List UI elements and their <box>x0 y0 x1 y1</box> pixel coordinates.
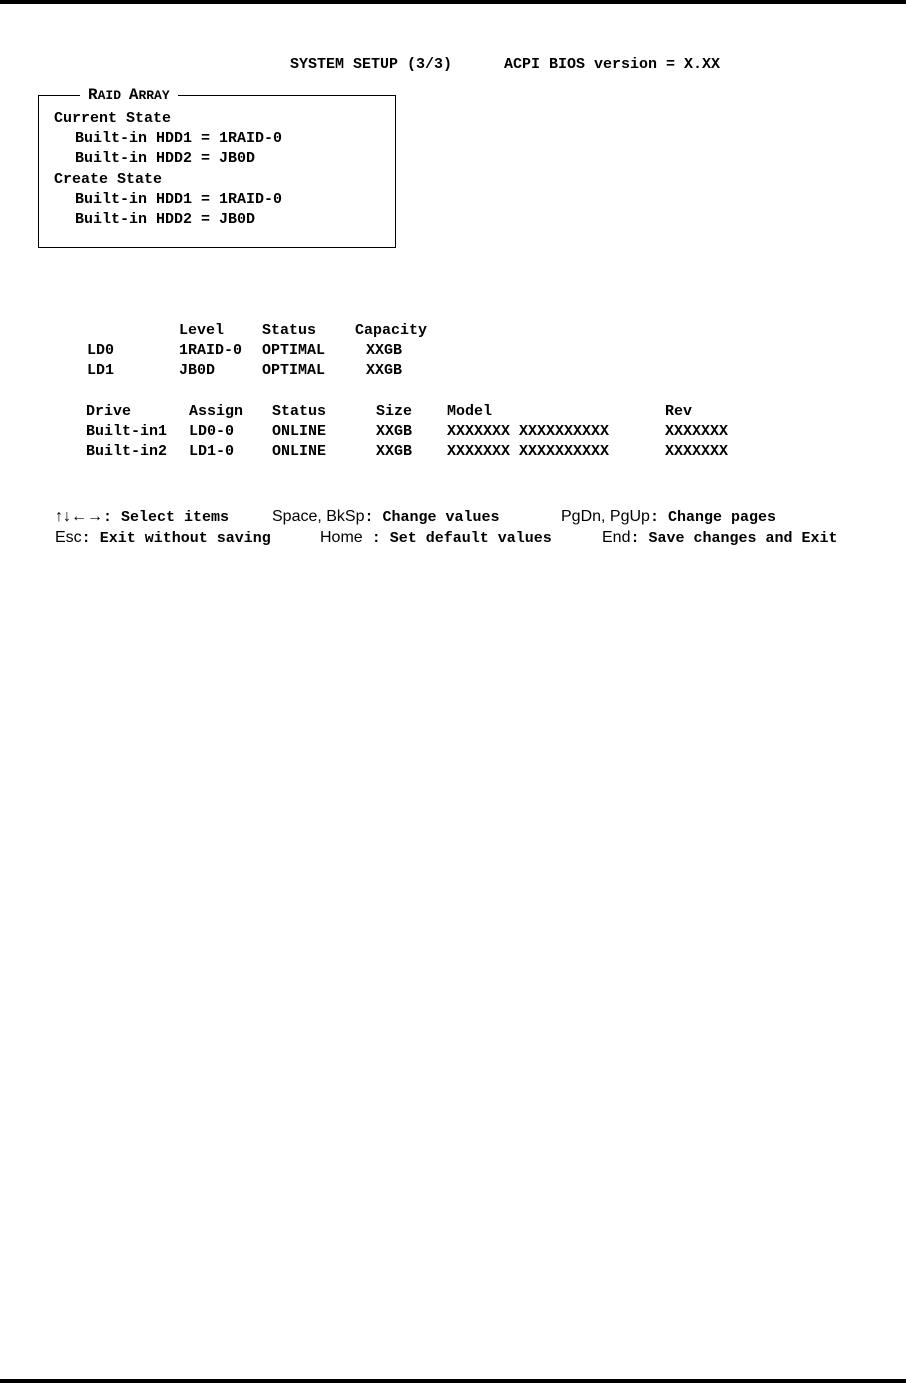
drive-assign: LD0-0 <box>189 423 235 440</box>
help-key: Space, BkSp <box>272 508 365 525</box>
help-key: Esc <box>55 529 82 546</box>
help-desc: Change values <box>382 509 500 526</box>
drive-header-assign: Assign <box>189 403 244 420</box>
drive-name: Built-in2 <box>86 443 168 460</box>
drive-status: ONLINE <box>272 443 327 460</box>
ld-name: LD1 <box>87 362 115 379</box>
current-hdd2-setting[interactable]: Built-in HDD2 = JB0D <box>75 150 256 167</box>
top-rule <box>0 0 906 4</box>
bios-version: ACPI BIOS version = X.XX <box>504 56 721 73</box>
drive-assign: LD1-0 <box>189 443 235 460</box>
drive-status: ONLINE <box>272 423 327 440</box>
drive-size: XXGB <box>376 423 413 440</box>
create-hdd1-setting[interactable]: Built-in HDD1 = 1RAID-0 <box>75 191 283 208</box>
help-item: Space, BkSp: Change values <box>272 508 500 526</box>
drive-name: Built-in1 <box>86 423 168 440</box>
current-state-label: Current State <box>54 110 172 127</box>
bottom-rule <box>0 1379 906 1383</box>
help-item: Home : Set default values <box>320 529 552 547</box>
help-desc: Save changes and Exit <box>648 530 838 547</box>
ld-header-capacity: Capacity <box>355 322 428 339</box>
help-key: End <box>602 529 631 546</box>
ld-status: OPTIMAL <box>262 342 326 359</box>
help-key: PgDn, PgUp <box>561 508 650 525</box>
drive-header-status: Status <box>272 403 327 420</box>
drive-rev: XXXXXXX <box>665 423 729 440</box>
ld-capacity: XXGB <box>366 362 403 379</box>
ld-level: JB0D <box>179 362 216 379</box>
help-key: Home <box>320 529 363 546</box>
drive-header-drive: Drive <box>86 403 132 420</box>
drive-model: XXXXXXX XXXXXXXXXX <box>447 443 610 460</box>
help-desc: Exit without saving <box>99 530 271 547</box>
help-item: PgDn, PgUp: Change pages <box>561 508 776 526</box>
help-line-1: ↑↓←→: Select items <box>55 508 230 526</box>
help-item: Esc: Exit without saving <box>55 529 271 547</box>
help-item: End: Save changes and Exit <box>602 529 838 547</box>
help-desc: Set default values <box>389 530 552 547</box>
create-hdd2-setting[interactable]: Built-in HDD2 = JB0D <box>75 211 256 228</box>
current-hdd1-setting[interactable]: Built-in HDD1 = 1RAID-0 <box>75 130 283 147</box>
drive-header-size: Size <box>376 403 413 420</box>
drive-model: XXXXXXX XXXXXXXXXX <box>447 423 610 440</box>
help-desc: Select items <box>121 509 230 526</box>
ld-header-level: Level <box>179 322 225 339</box>
ld-status: OPTIMAL <box>262 362 326 379</box>
ld-header-status: Status <box>262 322 317 339</box>
help-desc: Change pages <box>667 509 776 526</box>
drive-rev: XXXXXXX <box>665 443 729 460</box>
drive-header-model: Model <box>447 403 493 420</box>
ld-level: 1RAID-0 <box>179 342 243 359</box>
page-title: SYSTEM SETUP (3/3) <box>290 56 453 73</box>
ld-name: LD0 <box>87 342 115 359</box>
drive-size: XXGB <box>376 443 413 460</box>
drive-header-rev: Rev <box>665 403 693 420</box>
raid-array-legend: RAID ARRAY <box>80 85 178 106</box>
arrow-keys-icon: ↑↓←→ <box>55 508 103 525</box>
ld-capacity: XXGB <box>366 342 403 359</box>
create-state-label: Create State <box>54 171 163 188</box>
